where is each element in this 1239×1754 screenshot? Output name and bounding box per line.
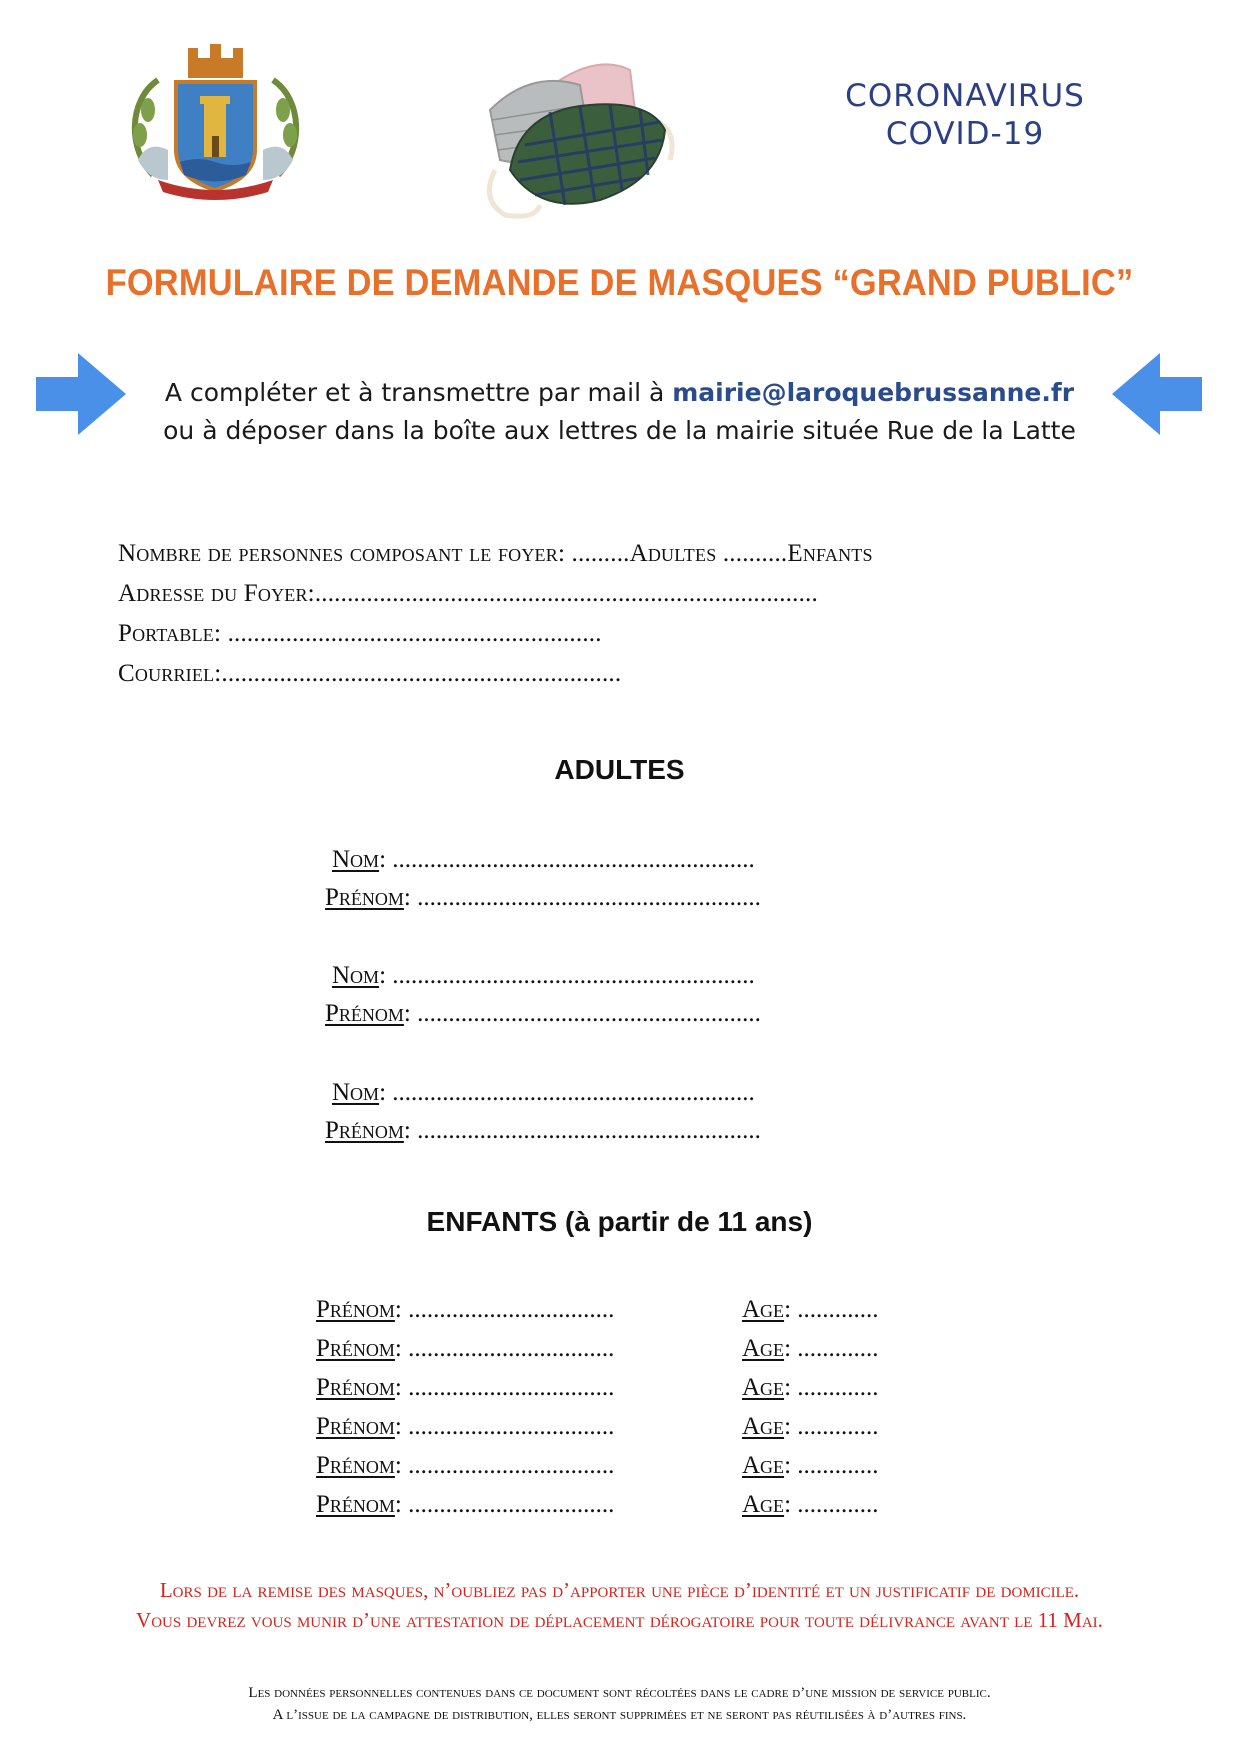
age-dots: : .............: [784, 1413, 879, 1440]
child-5-age-field[interactable]: [742, 1452, 879, 1480]
instruction-text: A compléter et à transmettre par mail à: [164, 378, 665, 407]
adult-1-prenom-field[interactable]: [325, 884, 761, 912]
nom-label: Nom: [332, 962, 380, 989]
children-section-title: ENFANTS (à partir de 11 ans): [426, 1206, 813, 1237]
age-label: Age: [742, 1296, 785, 1323]
household-email-field[interactable]: Courriel:..............................................................: [118, 660, 622, 687]
prenom-dots: : .................................: [394, 1335, 615, 1362]
child-6-prenom-field[interactable]: [316, 1491, 614, 1519]
notice-line1: Lors de la remise des masques, n’oubliez pas d’apporter une pièce d’identité et un justificatif de domicile.: [159, 1578, 1080, 1602]
prenom-label: Prénom: [325, 884, 404, 911]
prenom-label: Prénom: [316, 1335, 395, 1362]
age-label: Age: [742, 1374, 785, 1401]
child-3-age-field[interactable]: [742, 1374, 879, 1402]
child-4-age-field[interactable]: [742, 1413, 879, 1441]
instruction-line2: ou à déposer dans la boîte aux lettres de la mairie située Rue de la Latte: [163, 416, 1076, 445]
nom-label: Nom: [332, 1079, 380, 1106]
age-label: Age: [742, 1413, 785, 1440]
age-dots: : .............: [784, 1296, 879, 1323]
child-6-age-field[interactable]: [742, 1491, 879, 1519]
age-dots: : .............: [784, 1374, 879, 1401]
nom-dots: : ..........................................................: [379, 1079, 755, 1106]
prenom-dots: : .................................: [394, 1413, 615, 1440]
notice-line2: Vous devrez vous munir d’une attestation de déplacement dérogatoire pour toute délivrance avant le 11 Mai.: [136, 1608, 1103, 1632]
email-link[interactable]: mairie@laroquebrussanne.fr: [672, 378, 1075, 407]
prenom-dots: : .......................................................: [403, 884, 761, 911]
adult-3-nom-field[interactable]: [332, 1079, 755, 1107]
household-address-field[interactable]: Adresse du Foyer:..............................................................................: [118, 580, 818, 607]
face-masks-image: [480, 50, 680, 230]
prenom-dots: : .................................: [394, 1491, 615, 1518]
footer-line2: A l’issue de la campagne de distribution, elles seront supprimées et ne seront pas réutilisées à d’autres fins.: [272, 1707, 967, 1723]
child-5-prenom-field[interactable]: [316, 1452, 614, 1480]
child-1-age-field[interactable]: [742, 1296, 879, 1324]
age-dots: : .............: [784, 1335, 879, 1362]
nom-dots: : ..........................................................: [379, 846, 755, 873]
covid-label-line2: COVID-19: [885, 116, 1045, 152]
nom-dots: : ..........................................................: [379, 962, 755, 989]
covid-label-line1: CORONAVIRUS: [845, 78, 1085, 114]
prenom-dots: : .................................: [394, 1296, 615, 1323]
prenom-dots: : .......................................................: [403, 1117, 761, 1144]
prenom-label: Prénom: [316, 1491, 395, 1518]
child-2-prenom-field[interactable]: [316, 1335, 614, 1363]
adults-section-title: ADULTES: [554, 754, 685, 785]
child-4-prenom-field[interactable]: [316, 1413, 614, 1441]
instruction-line1: [0, 378, 1239, 407]
town-crest-logo: [118, 40, 313, 200]
age-dots: : .............: [784, 1491, 879, 1518]
household-persons-field[interactable]: Nombre de personnes composant le foyer: .........Adultes ..........Enfants: [118, 540, 873, 567]
prenom-dots: : .................................: [394, 1452, 615, 1479]
age-label: Age: [742, 1335, 785, 1362]
adult-1-nom-field[interactable]: [332, 846, 755, 874]
age-label: Age: [742, 1452, 785, 1479]
age-dots: : .............: [784, 1452, 879, 1479]
prenom-dots: : .......................................................: [403, 1000, 761, 1027]
adult-2-nom-field[interactable]: [332, 962, 755, 990]
household-mobile-field[interactable]: Portable: ..........................................................: [118, 620, 602, 647]
adult-2-prenom-field[interactable]: [325, 1000, 761, 1028]
prenom-label: Prénom: [316, 1374, 395, 1401]
prenom-dots: : .................................: [394, 1374, 615, 1401]
child-3-prenom-field[interactable]: [316, 1374, 614, 1402]
age-label: Age: [742, 1491, 785, 1518]
nom-label: Nom: [332, 846, 380, 873]
prenom-label: Prénom: [316, 1413, 395, 1440]
prenom-label: Prénom: [325, 1117, 404, 1144]
adult-3-prenom-field[interactable]: [325, 1117, 761, 1145]
child-1-prenom-field[interactable]: [316, 1296, 614, 1324]
prenom-label: Prénom: [325, 1000, 404, 1027]
prenom-label: Prénom: [316, 1452, 395, 1479]
child-2-age-field[interactable]: [742, 1335, 879, 1363]
footer-line1: Les données personnelles contenues dans ce document sont récoltées dans le cadre d’une mission de service public.: [248, 1685, 991, 1701]
form-title: FORMULAIRE DE DEMANDE DE MASQUES “GRAND PUBLIC”: [105, 262, 1134, 303]
prenom-label: Prénom: [316, 1296, 395, 1323]
